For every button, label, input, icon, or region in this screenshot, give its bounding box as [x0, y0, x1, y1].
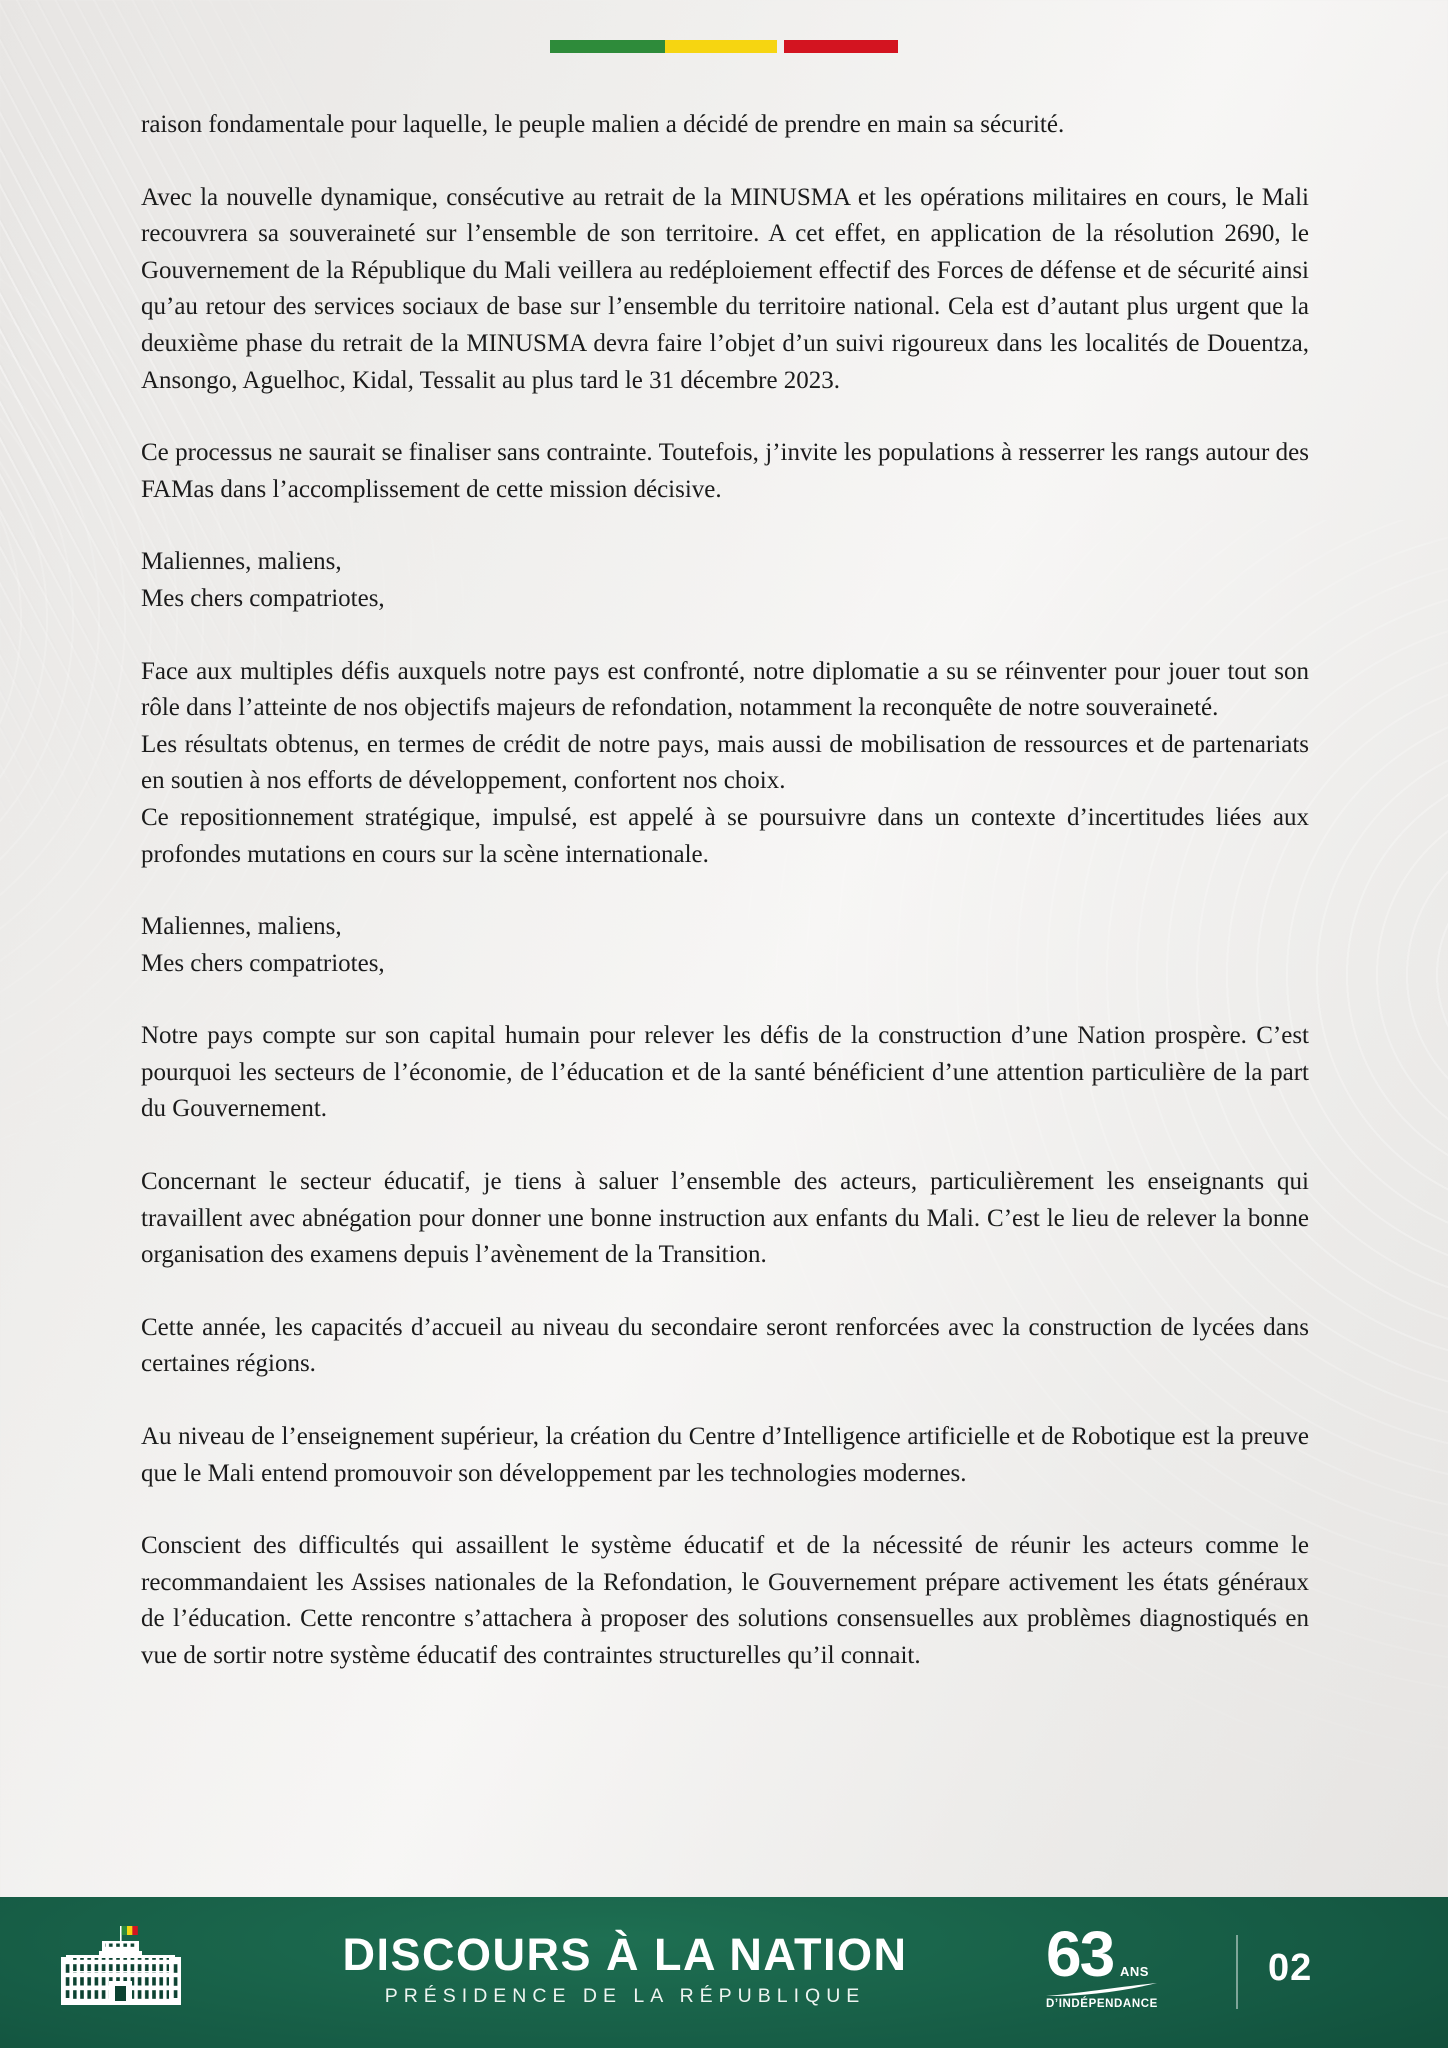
flag-yellow-segment: [665, 40, 777, 53]
paragraph: Avec la nouvelle dynamique, consécutive au retrait de la MINUSMA et les opérations militaires en cours, le Mali recouvrera sa souveraineté sur l’ensemble de son territoire. A cet effet, en application de la résolution 2690, le Gouvernement de la République du Mali veillera au redéploiement effectif des Forces de défense et de sécurité ainsi qu’au retour des services sociaux de base sur l’ensemble du territoire national. Cela est d’autant plus urgent que la deuxième phase du retrait de la MINUSMA devra faire l’objet d’un suivi rigoureux dans les localités de Douentza, Ansongo, Aguelhoc, Kidal, Tessalit au plus tard le 31 décembre 2023.: [141, 183, 1309, 394]
footer-subtitle: PRÉSIDENCE DE LA RÉPUBLIQUE: [384, 1985, 866, 2008]
footer: [0, 1897, 1448, 2048]
footer-titles: [343, 1931, 908, 2008]
presidential-palace-icon: [57, 1923, 185, 2019]
text-line: Maliennes, maliens,: [141, 913, 342, 941]
mali-flag-bar: [550, 40, 898, 53]
text-line: Maliennes, maliens,: [141, 548, 342, 576]
flag-green-segment: [550, 40, 665, 53]
document-body: [141, 107, 1309, 1887]
paragraph: Les résultats obtenus, en termes de crédit de notre pays, mais aussi de mobilisation de ressources et de partenariats en soutien à nos efforts de développement, confortent nos choix.: [141, 730, 1309, 795]
paragraph: [141, 909, 1309, 982]
footer-title: DISCOURS À LA NATION: [342, 1929, 908, 1980]
anniversary-text: D’INDÉPENDANCE: [1046, 1998, 1158, 2010]
paragraph: Cette année, les capacités d’accueil au niveau du secondaire seront renforcées avec la construction de lycées dans certaines régions.: [141, 1313, 1309, 1378]
paragraph: [141, 544, 1309, 617]
text-line: Mes chers compatriotes,: [141, 584, 385, 612]
anniversary-63-logo: [1046, 1918, 1164, 2010]
anniversary-ans-label: ANS: [1120, 1964, 1149, 1979]
paragraph: Ce repositionnement stratégique, impulsé, est appelé à se poursuivre dans un contexte d’incertitudes liées aux profondes mutations en cours sur la scène internationale.: [141, 803, 1309, 868]
paragraph: raison fondamentale pour laquelle, le peuple malien a décidé de prendre en main sa sécurité.: [141, 111, 1065, 138]
page-number: 02: [1268, 1947, 1313, 1989]
text-line: Mes chers compatriotes,: [141, 949, 385, 977]
footer-divider: [1236, 1935, 1238, 2009]
paragraph: Notre pays compte sur son capital humain pour relever les défis de la construction d’une Nation prospère. C’est pourquoi les secteurs de l’économie, de l’éducation et de la santé bénéficient d’une attention particulière de la part du Gouvernement.: [141, 1022, 1309, 1123]
flag-red-segment: [784, 40, 898, 53]
paragraph: Au niveau de l’enseignement supérieur, la création du Centre d’Intelligence artificielle et de Robotique est la preuve que le Mali entend promouvoir son développement par les technologies modernes.: [141, 1423, 1309, 1487]
paragraph: Face aux multiples défis auxquels notre pays est confronté, notre diplomatie a su se réinventer pour jouer tout son rôle dans l’atteinte de nos objectifs majeurs de refondation, notamment la reconquête de notre souveraineté.: [141, 657, 1309, 722]
paragraph: Ce processus ne saurait se finaliser sans contrainte. Toutefois, j’invite les populations à resserrer les rangs autour des FAMas dans l’accomplissement de cette mission décisive.: [141, 439, 1309, 503]
paragraph: Conscient des difficultés qui assaillent le système éducatif et de la nécessité de réunir les acteurs comme le recommandaient les Assises nationales de la Refondation, le Gouvernement prépare activement les états généraux de l’éducation. Cette rencontre s’attachera à proposer des solutions consensuelles aux problèmes diagnostiqués en vue de sortir notre système éducatif des contraintes structurelles qu’il connait.: [141, 1532, 1309, 1669]
paragraph: Concernant le secteur éducatif, je tiens à saluer l’ensemble des acteurs, particulièrement les enseignants qui travaillent avec abnégation pour donner une bonne instruction aux enfants du Mali. C’est le lieu de relever la bonne organisation des examens depuis l’avènement de la Transition.: [141, 1168, 1309, 1269]
anniversary-number: 63: [1046, 1918, 1114, 1990]
anniversary-number-row: [1046, 1918, 1164, 1990]
